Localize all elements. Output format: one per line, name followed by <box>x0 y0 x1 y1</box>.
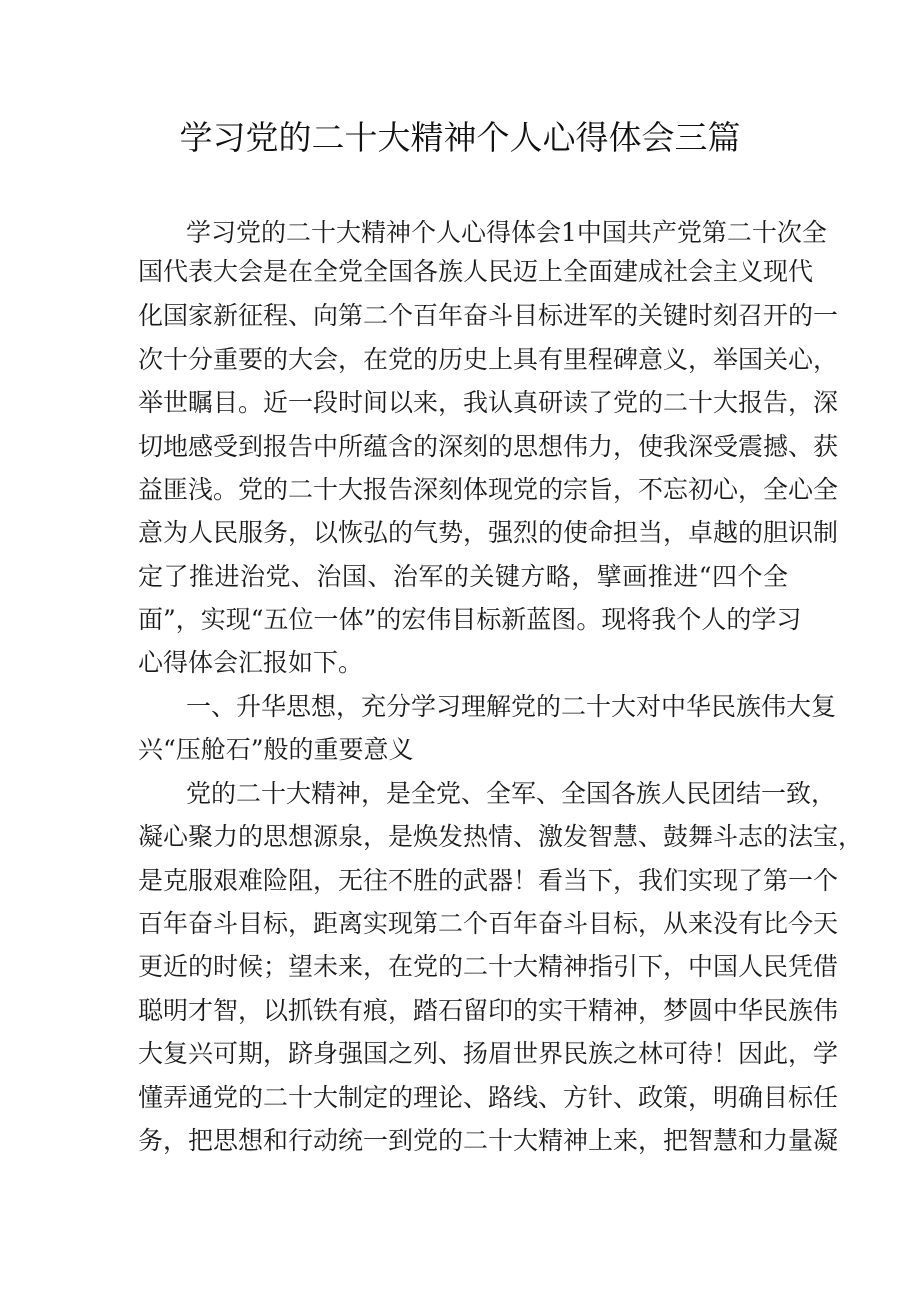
paragraph-line: 是克服艰难险阻，无往不胜的武器！看当下，我们实现了第一个 <box>138 866 839 895</box>
paragraph-line: 面”，实现“五位一体”的宏伟目标新蓝图。现将我个人的学习 <box>138 605 802 634</box>
paragraph-line: 次十分重要的大会，在党的历史上具有里程碑意义，举国关心， <box>138 345 839 374</box>
paragraph-line: 学习党的二十大精神个人心得体会1中国共产党第二十次全 <box>186 218 827 247</box>
paragraph-line: 意为人民服务，以恢弘的气势，强烈的使命担当，卓越的胆识制 <box>138 518 839 547</box>
paragraph-line: 化国家新征程、向第二个百年奋斗目标进军的关键时刻召开的一 <box>138 301 839 330</box>
paragraph-line: 聪明才智，以抓铁有痕，踏石留印的实干精神，梦圆中华民族伟 <box>138 996 839 1025</box>
section-heading-line: 兴“压舱石”般的重要意义 <box>138 735 414 764</box>
paragraph-line: 党的二十大精神，是全党、全军、全国各族人民团结一致， <box>186 779 837 808</box>
paragraph-line: 切地感受到报告中所蕴含的深刻的思想伟力，使我深受震撼、获 <box>138 432 839 461</box>
document-title: 学习党的二十大精神个人心得体会三篇 <box>179 118 741 157</box>
paragraph-line: 更近的时候；望未来，在党的二十大精神指引下，中国人民凭借 <box>138 952 839 981</box>
section-heading-line: 一、升华思想，充分学习理解党的二十大对中华民族伟大复 <box>186 692 837 721</box>
paragraph-line: 凝心聚力的思想源泉，是焕发热情、激发智慧、鼓舞斗志的法宝， <box>138 822 864 851</box>
paragraph-line: 国代表大会是在全党全国各族人民迈上全面建成社会主义现代 <box>138 257 814 286</box>
paragraph-line: 定了推进治党、治国、治军的关键方略，擘画推进“四个全 <box>138 562 788 591</box>
paragraph-line: 懂弄通党的二十大制定的理论、路线、方针、政策，明确目标任 <box>138 1083 839 1112</box>
paragraph-line: 举世瞩目。近一段时间以来，我认真研读了党的二十大报告，深 <box>138 388 839 417</box>
paragraph-line: 心得体会汇报如下。 <box>138 648 364 677</box>
paragraph-line: 益匪浅。党的二十大报告深刻体现党的宗旨，不忘初心，全心全 <box>138 475 839 504</box>
paragraph-line: 百年奋斗目标，距离实现第二个百年奋斗目标，从来没有比今天 <box>138 909 839 938</box>
paragraph-line: 大复兴可期，跻身强国之列、扬眉世界民族之林可待！因此，学 <box>138 1039 839 1068</box>
paragraph-line: 务，把思想和行动统一到党的二十大精神上来，把智慧和力量凝 <box>138 1126 839 1155</box>
